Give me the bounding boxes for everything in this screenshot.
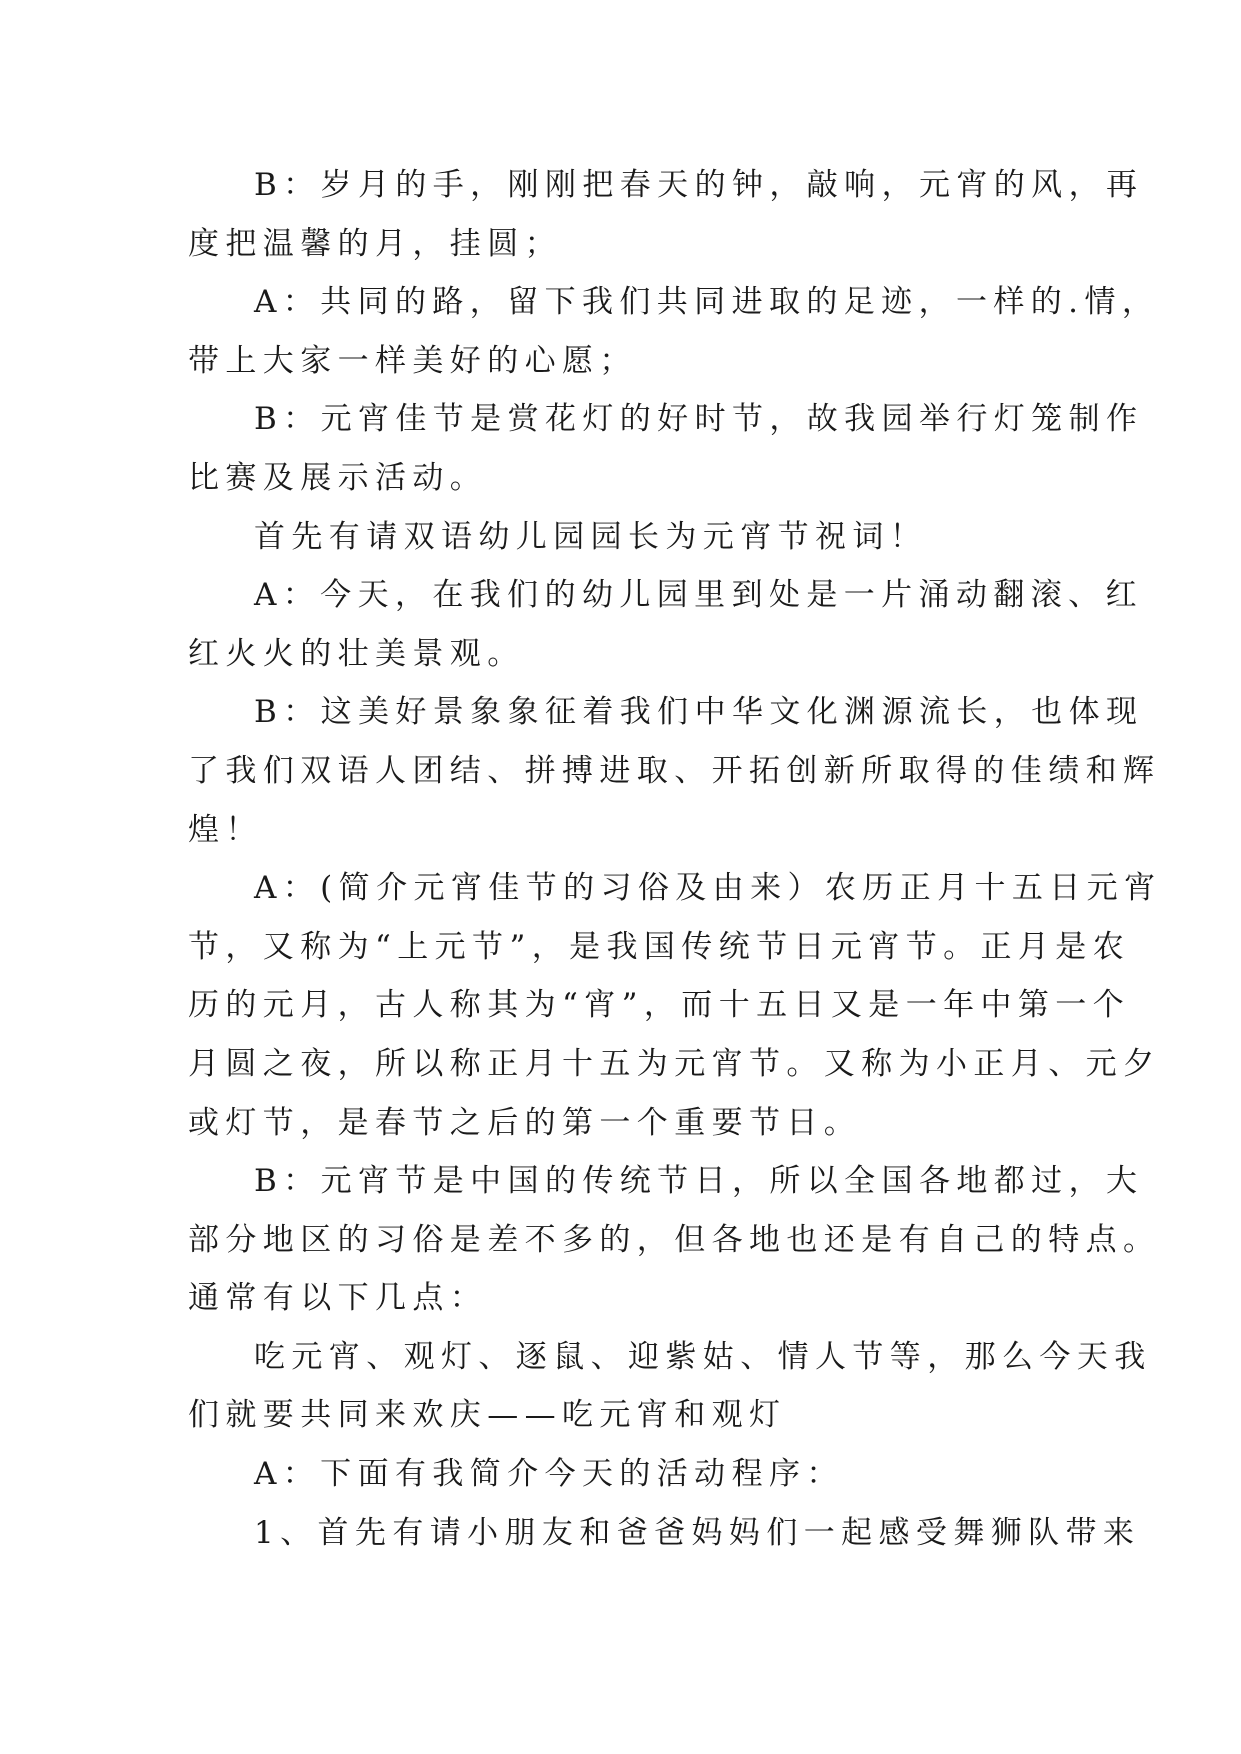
text-line: A：(简介元宵佳节的习俗及由来）农历正月十五日元宵 <box>254 870 1162 907</box>
text-line: 带上大家一样美好的心愿； <box>188 342 637 379</box>
text-line: 煌！ <box>188 811 263 848</box>
paragraph-2 <box>188 273 1160 390</box>
text-line: 了我们双语人团结、拼搏进取、开拓创新所取得的佳绩和辉 <box>188 752 1161 789</box>
text-line: B：元宵节是中国的传统节日，所以全国各地都过，大 <box>254 1163 1144 1200</box>
text-line: 历的元月，古人称其为“宵”，而十五日又是一年中第一个 <box>188 987 1131 1024</box>
text-line: 首先有请双语幼儿园园长为元宵节祝词！ <box>254 518 928 555</box>
text-line: 比赛及展示活动。 <box>188 459 488 496</box>
paragraph-6 <box>188 683 1161 859</box>
paragraph-7 <box>188 859 1162 1152</box>
paragraph-8 <box>188 1152 1161 1328</box>
text-line: A：下面有我简介今天的活动程序： <box>254 1456 844 1493</box>
text-line: 度把温馨的月，挂圆； <box>188 225 562 262</box>
text-line: 节，又称为“上元节”，是我国传统节日元宵节。正月是农 <box>188 928 1131 965</box>
text-line: B：这美好景象象征着我们中华文化渊源流长，也体现 <box>254 694 1144 731</box>
text-line: 红火火的壮美景观。 <box>188 635 525 672</box>
paragraph-5 <box>188 566 1143 683</box>
text-line: 们就要共同来欢庆——吃元宵和观灯 <box>188 1397 787 1434</box>
paragraph-9 <box>188 1328 1152 1445</box>
text-line: B：岁月的手，刚刚把春天的钟，敲响，元宵的风，再 <box>254 167 1144 203</box>
paragraph-4 <box>188 508 1068 567</box>
text-line: 1、首先有请小朋友和爸爸妈妈们一起感受舞狮队带来 <box>254 1514 1141 1551</box>
paragraph-1 <box>188 156 1144 273</box>
paragraph-10 <box>188 1445 1068 1504</box>
text-line: B：元宵佳节是赏花灯的好时节，故我园举行灯笼制作 <box>254 401 1144 438</box>
text-line: 通常有以下几点： <box>188 1280 488 1317</box>
text-line: 吃元宵、观灯、逐鼠、迎紫姑、情人节等，那么今天我 <box>254 1338 1152 1375</box>
paragraph-3 <box>188 390 1144 507</box>
text-line: 或灯节，是春节之后的第一个重要节日。 <box>188 1104 862 1141</box>
text-line: A：共同的路，留下我们共同进取的足迹，一样的.情， <box>254 284 1160 321</box>
text-line: 部分地区的习俗是差不多的，但各地也还是有自己的特点。 <box>188 1221 1161 1258</box>
paragraph-11 <box>188 1504 1141 1563</box>
document-body <box>188 156 1162 1562</box>
text-line: A：今天，在我们的幼儿园里到处是一片涌动翻滚、红 <box>254 577 1143 614</box>
text-line: 月圆之夜，所以称正月十五为元宵节。又称为小正月、元夕 <box>188 1045 1161 1082</box>
